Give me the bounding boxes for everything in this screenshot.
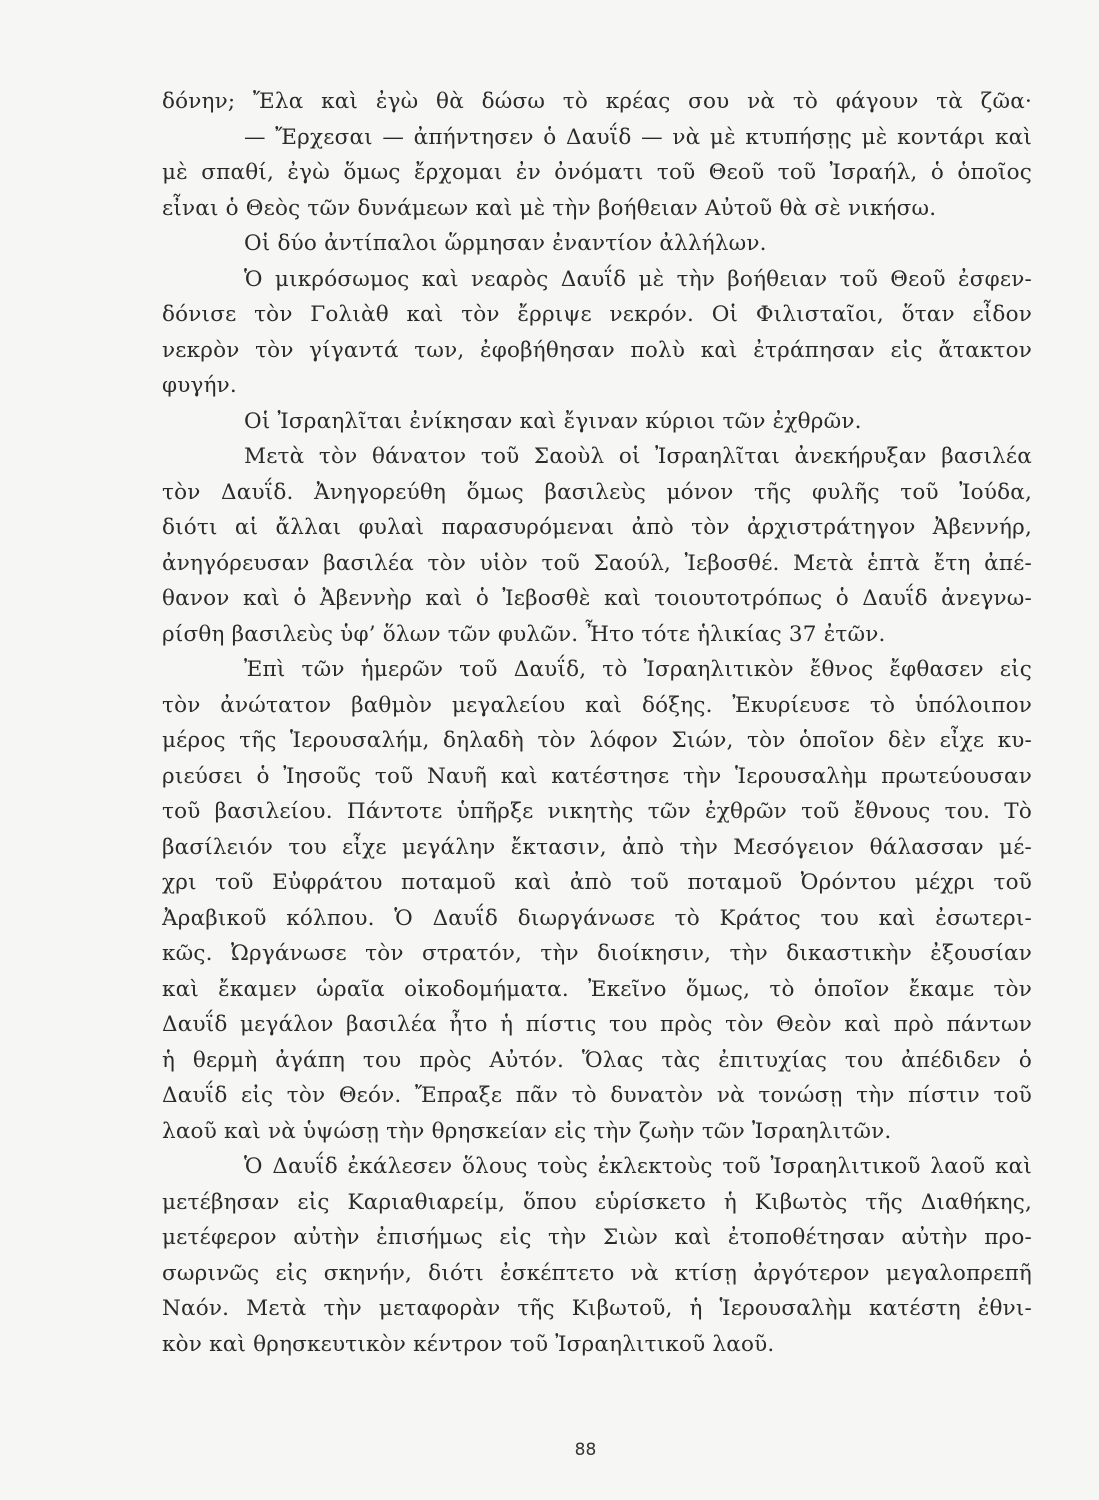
- body-text: [162, 84, 1032, 1362]
- text-line: Οἱ Ἰσραηλῖται ἐνίκησαν καὶ ἔγιναν κύριοι τῶν ἐχθρῶν.: [244, 408, 862, 434]
- text-line: ρίσθη βασιλεὺς ὑφ’ ὅλων τῶν φυλῶν. Ἦτο τότε ἡλικίας 37 ἐτῶν.: [162, 621, 886, 647]
- page-number: 88: [574, 1440, 597, 1460]
- text-line: θανον καὶ ὁ Ἀβεννὴρ καὶ ὁ Ἰεβοσθὲ καὶ τοιουτοτρόπως ὁ Δαυΐδ ἀνεγνω-: [162, 586, 1032, 611]
- text-line: Δαυΐδ εἰς τὸν Θεόν. Ἔπραξε πᾶν τὸ δυνατὸν νὰ τονώσῃ τὴν πίστιν τοῦ: [162, 1083, 1032, 1108]
- text-line: μετέβησαν εἰς Καριαθιαρείμ, ὅπου εὑρίσκετο ἡ Κιβωτὸς τῆς Διαθήκης,: [162, 1189, 1032, 1215]
- text-line: Ἀραβικοῦ κόλπου. Ὁ Δαυΐδ διωργάνωσε τὸ Κράτος του καὶ ἐσωτερι-: [162, 905, 1032, 931]
- text-line: Οἱ δύο ἀντίπαλοι ὥρμησαν ἐναντίον ἀλλήλων.: [244, 231, 767, 256]
- text-line: Δαυΐδ μεγάλον βασιλέα ἦτο ἡ πίστις του πρὸς τὸν Θεὸν καὶ πρὸ πάντων: [162, 1012, 1032, 1037]
- text-line: τὸν Δαυΐδ. Ἀνηγορεύθη ὅμως βασιλεὺς μόνον τῆς φυλῆς τοῦ Ἰούδα,: [162, 479, 1032, 505]
- text-line: διότι αἱ ἄλλαι φυλαὶ παρασυρόμεναι ἀπὸ τὸν ἀρχιστράτηγον Ἀβεννήρ,: [162, 515, 1032, 540]
- text-line: κῶς. Ὠργάνωσε τὸν στρατόν, τὴν διοίκησιν, τὴν δικαστικὴν ἐξουσίαν: [162, 941, 1032, 966]
- text-line: Ὁ Δαυΐδ ἐκάλεσεν ὅλους τοὺς ἐκλεκτοὺς τοῦ Ἰσραηλιτικοῦ λαοῦ καὶ: [244, 1154, 1032, 1179]
- text-line: μέρος τῆς Ἱερουσαλήμ, δηλαδὴ τὸν λόφον Σιών, τὸν ὁποῖον δὲν εἶχε κυ-: [162, 728, 1032, 753]
- text-line: τοῦ βασιλείου. Πάντοτε ὑπῆρξε νικητὴς τῶν ἐχθρῶν τοῦ ἔθνους του. Τὸ: [162, 799, 1032, 824]
- text-line: ριεύσει ὁ Ἰησοῦς τοῦ Ναυῆ καὶ κατέστησε τὴν Ἱερουσαλὴμ πρωτεύουσαν: [162, 763, 1032, 789]
- text-line: σωρινῶς εἰς σκηνήν, διότι ἐσκέπτετο νὰ κτίσῃ ἀργότερον μεγαλοπρεπῆ: [162, 1260, 1032, 1286]
- text-line: εἶναι ὁ Θεὸς τῶν δυνάμεων καὶ μὲ τὴν βοήθειαν Αὐτοῦ θὰ σὲ νικήσω.: [162, 195, 937, 221]
- text-line: ἀνηγόρευσαν βασιλέα τὸν υἱὸν τοῦ Σαούλ, Ἰεβοσθέ. Μετὰ ἑπτὰ ἔτη ἀπέ-: [162, 550, 1032, 576]
- text-line: Μετὰ τὸν θάνατον τοῦ Σαοὺλ οἱ Ἰσραηλῖται ἀνεκήρυξαν βασιλέα: [244, 444, 1032, 469]
- text-line: βασίλειόν του εἶχε μεγάλην ἔκτασιν, ἀπὸ τὴν Μεσόγειον θάλασσαν μέ-: [162, 834, 1032, 860]
- text-line: δόνην; Ἔλα καὶ ἐγὼ θὰ δώσω τὸ κρέας σου νὰ τὸ φάγουν τὰ ζῶα·: [162, 89, 1032, 114]
- text-line: λαοῦ καὶ νὰ ὑψώσῃ τὴν θρησκείαν εἰς τὴν ζωὴν τῶν Ἰσραηλιτῶν.: [162, 1118, 892, 1144]
- text-line: κὸν καὶ θρησκευτικὸν κέντρον τοῦ Ἰσραηλιτικοῦ λαοῦ.: [162, 1331, 775, 1357]
- text-line: φυγήν.: [162, 373, 237, 398]
- text-line: μὲ σπαθί, ἐγὼ ὅμως ἔρχομαι ἐν ὀνόματι τοῦ Θεοῦ τοῦ Ἰσραήλ, ὁ ὁποῖος: [162, 160, 1032, 185]
- text-line: χρι τοῦ Εὐφράτου ποταμοῦ καὶ ἀπὸ τοῦ ποταμοῦ Ὀρόντου μέχρι τοῦ: [162, 870, 1032, 895]
- text-line: Ὁ μικρόσωμος καὶ νεαρὸς Δαυΐδ μὲ τὴν βοήθειαν τοῦ Θεοῦ ἐσφεν-: [244, 266, 1032, 292]
- text-line: — Ἔρχεσαι — ἀπήντησεν ὁ Δαυΐδ — νὰ μὲ κτυπήσῃς μὲ κοντάρι καὶ: [244, 124, 1032, 150]
- text-line: δόνισε τὸν Γολιὰθ καὶ τὸν ἔρριψε νεκρόν. Οἱ Φιλισταῖοι, ὅταν εἶδον: [162, 302, 1032, 327]
- text-line: ἡ θερμὴ ἀγάπη του πρὸς Αὐτόν. Ὅλας τὰς ἐπιτυχίας του ἀπέδιδεν ὁ: [162, 1047, 1032, 1073]
- text-line: Ἐπὶ τῶν ἡμερῶν τοῦ Δαυΐδ, τὸ Ἰσραηλιτικὸν ἔθνος ἔφθασεν εἰς: [244, 657, 1032, 682]
- text-line: καὶ ἔκαμεν ὡραῖα οἰκοδομήματα. Ἐκεῖνο ὅμως, τὸ ὁποῖον ἔκαμε τὸν: [162, 976, 1032, 1002]
- text-line: Ναόν. Μετὰ τὴν μεταφορὰν τῆς Κιβωτοῦ, ἡ Ἱερουσαλὴμ κατέστη ἐθνι-: [162, 1296, 1032, 1321]
- text-line: μετέφερον αὐτὴν ἐπισήμως εἰς τὴν Σιὼν καὶ ἐτοποθέτησαν αὐτὴν προ-: [162, 1225, 1032, 1250]
- text-line: τὸν ἀνώτατον βαθμὸν μεγαλείου καὶ δόξης. Ἐκυρίευσε τὸ ὑπόλοιπον: [162, 692, 1032, 718]
- text-line: νεκρὸν τὸν γίγαντά των, ἐφοβήθησαν πολὺ καὶ ἐτράπησαν εἰς ἄτακτον: [162, 337, 1032, 363]
